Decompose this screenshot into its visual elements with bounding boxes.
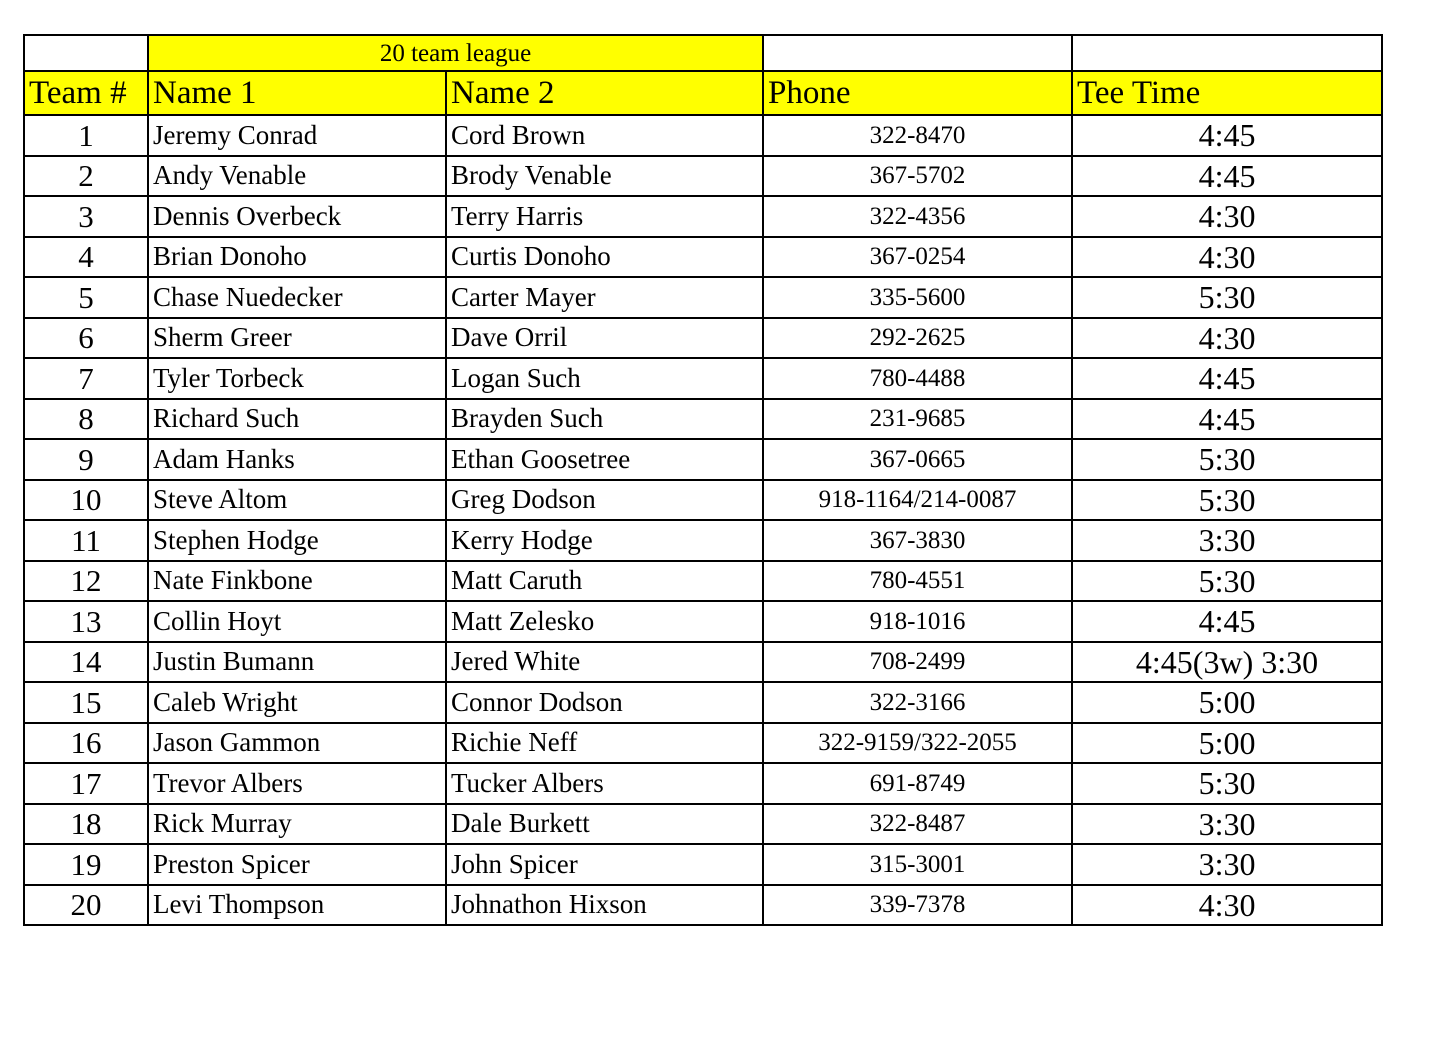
team-number-cell[interactable]: 5 [24, 277, 148, 318]
phone-cell[interactable]: 780-4488 [763, 358, 1072, 399]
team-number-cell[interactable]: 6 [24, 318, 148, 359]
empty-cell[interactable] [24, 35, 148, 71]
name2-cell[interactable]: Carter Mayer [446, 277, 763, 318]
name1-cell[interactable]: Preston Spicer [148, 844, 446, 885]
name1-cell[interactable]: Levi Thompson [148, 885, 446, 926]
team-number-cell[interactable]: 17 [24, 763, 148, 804]
phone-cell[interactable]: 231-9685 [763, 399, 1072, 440]
name1-cell[interactable]: Jason Gammon [148, 723, 446, 764]
team-number-cell[interactable]: 12 [24, 561, 148, 602]
name2-cell[interactable]: Jered White [446, 642, 763, 683]
name1-cell[interactable]: Trevor Albers [148, 763, 446, 804]
name2-cell[interactable]: Johnathon Hixson [446, 885, 763, 926]
name1-cell[interactable]: Caleb Wright [148, 682, 446, 723]
team-number-cell[interactable]: 10 [24, 480, 148, 521]
name1-cell[interactable]: Collin Hoyt [148, 601, 446, 642]
phone-cell[interactable]: 322-9159/322-2055 [763, 723, 1072, 764]
name1-cell[interactable]: Rick Murray [148, 804, 446, 845]
tee-time-cell[interactable]: 4:30 [1072, 885, 1382, 926]
name1-cell[interactable]: Brian Donoho [148, 237, 446, 278]
tee-time-cell[interactable]: 5:30 [1072, 439, 1382, 480]
phone-cell[interactable]: 367-5702 [763, 156, 1072, 197]
name1-cell[interactable]: Nate Finkbone [148, 561, 446, 602]
name2-cell[interactable]: Matt Zelesko [446, 601, 763, 642]
team-number-cell[interactable]: 16 [24, 723, 148, 764]
name2-cell[interactable]: Logan Such [446, 358, 763, 399]
name2-cell[interactable]: John Spicer [446, 844, 763, 885]
tee-time-cell[interactable]: 4:45(3w) 3:30 [1072, 642, 1382, 683]
team-number-cell[interactable]: 7 [24, 358, 148, 399]
table-row [24, 237, 1382, 278]
name2-cell[interactable]: Richie Neff [446, 723, 763, 764]
table-row [24, 399, 1382, 440]
team-number-cell[interactable]: 18 [24, 804, 148, 845]
table-row [24, 601, 1382, 642]
name2-cell[interactable]: Matt Caruth [446, 561, 763, 602]
team-number-cell[interactable]: 3 [24, 196, 148, 237]
tee-time-cell[interactable]: 5:30 [1072, 561, 1382, 602]
phone-cell[interactable]: 322-3166 [763, 682, 1072, 723]
phone-cell[interactable]: 367-3830 [763, 520, 1072, 561]
tee-time-cell[interactable]: 3:30 [1072, 844, 1382, 885]
phone-cell[interactable]: 322-4356 [763, 196, 1072, 237]
team-number-cell[interactable]: 19 [24, 844, 148, 885]
table-row [24, 318, 1382, 359]
tee-time-cell[interactable]: 4:45 [1072, 358, 1382, 399]
tee-time-cell[interactable]: 4:30 [1072, 318, 1382, 359]
phone-cell[interactable]: 708-2499 [763, 642, 1072, 683]
phone-cell[interactable]: 292-2625 [763, 318, 1072, 359]
table-row [24, 682, 1382, 723]
name1-cell[interactable]: Dennis Overbeck [148, 196, 446, 237]
title-row [24, 35, 1382, 71]
team-number-cell[interactable]: 15 [24, 682, 148, 723]
table-row [24, 196, 1382, 237]
tee-time-cell[interactable]: 5:30 [1072, 277, 1382, 318]
tee-time-cell[interactable]: 4:30 [1072, 237, 1382, 278]
tee-time-cell[interactable]: 3:30 [1072, 520, 1382, 561]
name2-cell[interactable]: Brayden Such [446, 399, 763, 440]
name1-cell[interactable]: Andy Venable [148, 156, 446, 197]
phone-cell[interactable]: 322-8487 [763, 804, 1072, 845]
header-name1[interactable]: Name 1 [148, 71, 446, 115]
table-row [24, 844, 1382, 885]
table-row [24, 480, 1382, 521]
table-row [24, 885, 1382, 926]
team-number-cell[interactable]: 11 [24, 520, 148, 561]
team-number-cell[interactable]: 9 [24, 439, 148, 480]
name2-cell[interactable]: Connor Dodson [446, 682, 763, 723]
name1-cell[interactable]: Adam Hanks [148, 439, 446, 480]
team-number-cell[interactable]: 2 [24, 156, 148, 197]
tee-time-cell[interactable]: 4:45 [1072, 601, 1382, 642]
table-row [24, 277, 1382, 318]
name1-cell[interactable]: Chase Nuedecker [148, 277, 446, 318]
name2-cell[interactable]: Greg Dodson [446, 480, 763, 521]
name2-cell[interactable]: Cord Brown [446, 115, 763, 156]
tee-time-cell[interactable]: 4:45 [1072, 399, 1382, 440]
empty-cell[interactable] [1072, 35, 1382, 71]
phone-cell[interactable]: 918-1016 [763, 601, 1072, 642]
name1-cell[interactable]: Tyler Torbeck [148, 358, 446, 399]
header-team[interactable]: Team # [24, 71, 148, 115]
name2-cell[interactable]: Ethan Goosetree [446, 439, 763, 480]
table-row [24, 358, 1382, 399]
league-roster-table [23, 34, 1383, 926]
team-number-cell[interactable]: 1 [24, 115, 148, 156]
tee-time-cell[interactable]: 5:00 [1072, 682, 1382, 723]
header-name2[interactable]: Name 2 [446, 71, 763, 115]
table-row [24, 156, 1382, 197]
phone-cell[interactable]: 335-5600 [763, 277, 1072, 318]
name1-cell[interactable]: Justin Bumann [148, 642, 446, 683]
tee-time-cell[interactable]: 4:30 [1072, 196, 1382, 237]
phone-cell[interactable]: 339-7378 [763, 885, 1072, 926]
team-number-cell[interactable]: 20 [24, 885, 148, 926]
team-number-cell[interactable]: 8 [24, 399, 148, 440]
name2-cell[interactable]: Terry Harris [446, 196, 763, 237]
name1-cell[interactable]: Richard Such [148, 399, 446, 440]
tee-time-cell[interactable]: 3:30 [1072, 804, 1382, 845]
name2-cell[interactable]: Curtis Donoho [446, 237, 763, 278]
name2-cell[interactable]: Tucker Albers [446, 763, 763, 804]
phone-cell[interactable]: 367-0665 [763, 439, 1072, 480]
name2-cell[interactable]: Brody Venable [446, 156, 763, 197]
tee-time-cell[interactable]: 4:45 [1072, 156, 1382, 197]
name1-cell[interactable]: Sherm Greer [148, 318, 446, 359]
table-row [24, 763, 1382, 804]
team-number-cell[interactable]: 13 [24, 601, 148, 642]
tee-time-cell[interactable]: 5:00 [1072, 723, 1382, 764]
phone-cell[interactable]: 315-3001 [763, 844, 1072, 885]
phone-cell[interactable]: 367-0254 [763, 237, 1072, 278]
empty-cell[interactable] [763, 35, 1072, 71]
phone-cell[interactable]: 691-8749 [763, 763, 1072, 804]
header-tee-time[interactable]: Tee Time [1072, 71, 1382, 115]
table-row [24, 520, 1382, 561]
name2-cell[interactable]: Kerry Hodge [446, 520, 763, 561]
tee-time-cell[interactable]: 4:45 [1072, 115, 1382, 156]
phone-cell[interactable]: 322-8470 [763, 115, 1072, 156]
table-row [24, 804, 1382, 845]
table-row [24, 439, 1382, 480]
phone-cell[interactable]: 918-1164/214-0087 [763, 480, 1072, 521]
header-row [24, 71, 1382, 115]
name1-cell[interactable]: Jeremy Conrad [148, 115, 446, 156]
tee-time-cell[interactable]: 5:30 [1072, 763, 1382, 804]
name2-cell[interactable]: Dale Burkett [446, 804, 763, 845]
header-phone[interactable]: Phone [763, 71, 1072, 115]
team-number-cell[interactable]: 4 [24, 237, 148, 278]
name1-cell[interactable]: Steve Altom [148, 480, 446, 521]
name2-cell[interactable]: Dave Orril [446, 318, 763, 359]
table-row [24, 642, 1382, 683]
table-row [24, 115, 1382, 156]
phone-cell[interactable]: 780-4551 [763, 561, 1072, 602]
league-title[interactable]: 20 team league [148, 35, 763, 71]
table-row [24, 723, 1382, 764]
name1-cell[interactable]: Stephen Hodge [148, 520, 446, 561]
team-number-cell[interactable]: 14 [24, 642, 148, 683]
table-row [24, 561, 1382, 602]
tee-time-cell[interactable]: 5:30 [1072, 480, 1382, 521]
